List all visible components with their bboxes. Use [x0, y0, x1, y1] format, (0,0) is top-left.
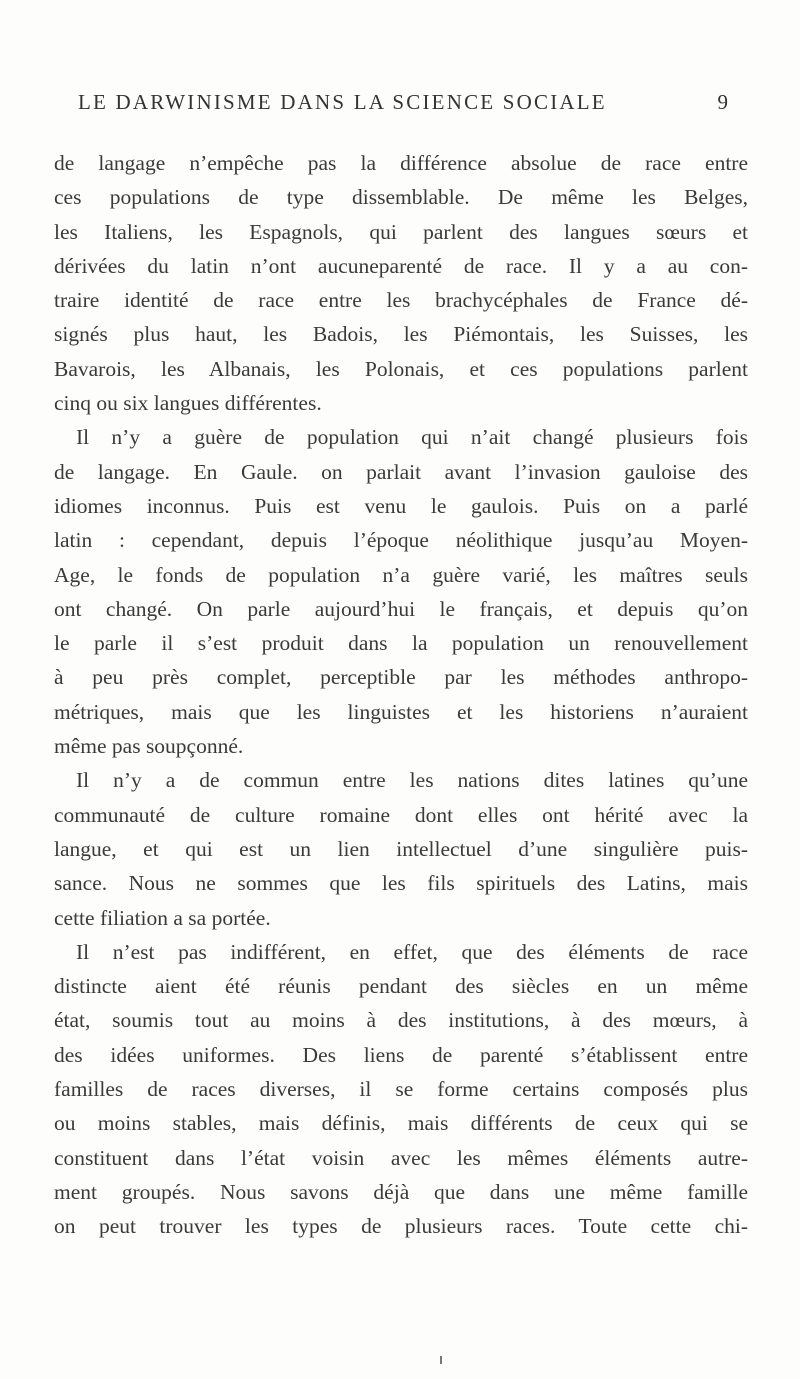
text-line: Age, le fonds de population n’a guère varié, les maîtres seuls	[54, 562, 748, 587]
running-head	[78, 90, 728, 120]
text-line: ces populations de type dissemblable. De même les Belges,	[54, 185, 748, 210]
text-line: Il n’y a guère de population qui n’ait changé plusieurs fois	[76, 425, 748, 450]
running-title: LE DARWINISME DANS LA SCIENCE SOCIALE	[78, 90, 607, 114]
signature-mark	[440, 1356, 442, 1364]
text-line: signés plus haut, les Badois, les Piémontais, les Suisses, les	[54, 322, 748, 347]
text-line: familles de races diverses, il se forme certains composés plus	[54, 1077, 748, 1102]
text-line: latin : cependant, depuis l’époque néolithique jusqu’au Moyen-	[54, 528, 748, 553]
text-line: des idées uniformes. Des liens de parenté s’établissent entre	[54, 1042, 748, 1067]
text-line: état, soumis tout au moins à des institutions, à des mœurs, à	[54, 1008, 748, 1033]
text-line: traire identité de race entre les brachycéphales de France dé-	[54, 288, 748, 313]
text-line: idiomes inconnus. Puis est venu le gaulois. Puis on a parlé	[54, 493, 748, 518]
text-line: on peut trouver les types de plusieurs races. Toute cette chi-	[54, 1214, 748, 1239]
text-line: ou moins stables, mais définis, mais différents de ceux qui se	[54, 1111, 748, 1136]
text-line: à peu près complet, perceptible par les méthodes anthropo-	[54, 665, 748, 690]
text-line: même pas soupçonné.	[54, 734, 244, 759]
text-line: communauté de culture romaine dont elles ont hérité avec la	[54, 802, 748, 827]
text-line: constituent dans l’état voisin avec les mêmes éléments autre-	[54, 1145, 748, 1170]
text-line: les Italiens, les Espagnols, qui parlent des langues sœurs et	[54, 219, 748, 244]
text-line: distincte aient été réunis pendant des siècles en un même	[54, 974, 748, 999]
page-number: 9	[717, 90, 728, 114]
text-line: ment groupés. Nous savons déjà que dans une même famille	[54, 1179, 748, 1204]
text-line: sance. Nous ne sommes que les fils spirituels des Latins, mais	[54, 871, 748, 896]
text-line: cinq ou six langues différentes.	[54, 391, 322, 416]
body-text	[54, 146, 748, 1244]
text-line: de langage n’empêche pas la différence absolue de race entre	[54, 151, 748, 175]
text-line: cette filiation a sa portée.	[54, 905, 271, 930]
text-line: Bavarois, les Albanais, les Polonais, et ces populations parlent	[54, 356, 748, 381]
text-line: de langage. En Gaule. on parlait avant l’invasion gauloise des	[54, 459, 748, 484]
text-line: le parle il s’est produit dans la population un renouvellement	[54, 631, 748, 656]
text-line: ont changé. On parle aujourd’hui le français, et depuis qu’on	[54, 596, 748, 621]
text-line: Il n’est pas indifférent, en effet, que des éléments de race	[76, 939, 748, 964]
text-line: langue, et qui est un lien intellectuel d’une singulière puis-	[54, 836, 748, 861]
text-line: métriques, mais que les linguistes et les historiens n’auraient	[54, 699, 748, 724]
text-line: Il n’y a de commun entre les nations dites latines qu’une	[76, 768, 748, 793]
text-line: dérivées du latin n’ont aucuneparenté de race. Il y a au con-	[54, 253, 748, 278]
